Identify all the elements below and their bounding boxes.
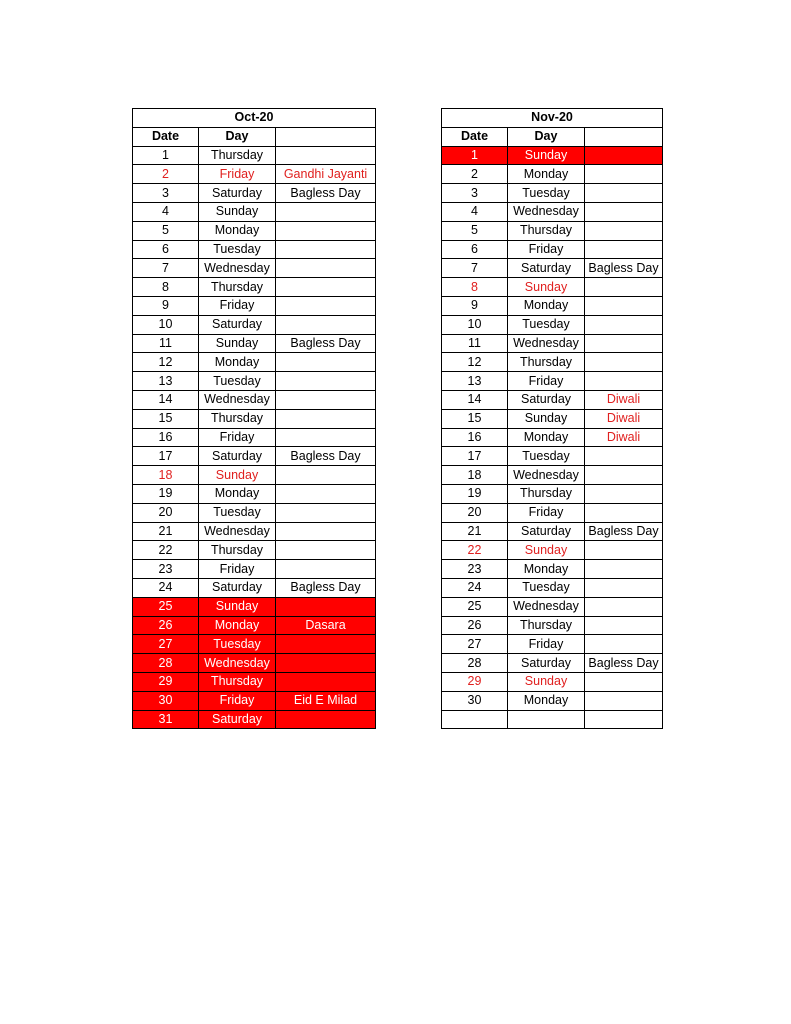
day-cell: Saturday (508, 259, 585, 278)
day-cell: Wednesday (508, 466, 585, 485)
date-cell: 13 (442, 372, 508, 391)
event-cell: Dasara (276, 616, 376, 635)
table-row (133, 428, 376, 447)
date-cell: 10 (442, 315, 508, 334)
day-cell: Wednesday (508, 202, 585, 221)
day-cell: Wednesday (508, 334, 585, 353)
table-row (133, 409, 376, 428)
event-cell (585, 184, 663, 203)
table-row (133, 372, 376, 391)
day-cell: Thursday (199, 146, 276, 165)
table-row (133, 522, 376, 541)
day-cell: Thursday (508, 353, 585, 372)
table-row (133, 578, 376, 597)
day-cell: Saturday (199, 578, 276, 597)
date-cell: 12 (133, 353, 199, 372)
date-cell: 16 (442, 428, 508, 447)
event-cell (276, 409, 376, 428)
day-cell: Monday (508, 428, 585, 447)
event-cell (276, 503, 376, 522)
day-cell (508, 710, 585, 729)
table-row (442, 541, 663, 560)
table-row (442, 635, 663, 654)
event-cell (276, 484, 376, 503)
event-cell (585, 466, 663, 485)
table-row (442, 447, 663, 466)
header-row (133, 127, 376, 146)
day-cell: Sunday (199, 334, 276, 353)
event-cell (276, 672, 376, 691)
day-cell: Tuesday (199, 503, 276, 522)
table-row (133, 221, 376, 240)
table-row (442, 409, 663, 428)
date-cell: 26 (133, 616, 199, 635)
day-cell: Sunday (199, 202, 276, 221)
day-cell: Sunday (508, 146, 585, 165)
table-row (442, 466, 663, 485)
date-cell: 29 (133, 672, 199, 691)
table-row (442, 428, 663, 447)
date-cell: 17 (133, 447, 199, 466)
event-cell (585, 691, 663, 710)
date-cell: 24 (133, 578, 199, 597)
date-cell: 4 (442, 202, 508, 221)
table-row (133, 146, 376, 165)
date-cell: 16 (133, 428, 199, 447)
date-cell: 15 (133, 409, 199, 428)
table-row (442, 522, 663, 541)
date-cell: 8 (133, 278, 199, 297)
date-cell: 7 (442, 259, 508, 278)
event-cell: Bagless Day (276, 447, 376, 466)
day-cell: Saturday (199, 447, 276, 466)
day-cell: Thursday (199, 409, 276, 428)
day-cell: Monday (199, 353, 276, 372)
day-cell: Sunday (508, 409, 585, 428)
date-cell: 5 (442, 221, 508, 240)
date-cell: 15 (442, 409, 508, 428)
event-cell (585, 372, 663, 391)
day-cell: Thursday (199, 541, 276, 560)
day-cell: Monday (199, 484, 276, 503)
event-cell (585, 616, 663, 635)
event-cell (585, 710, 663, 729)
date-cell: 1 (442, 146, 508, 165)
date-cell: 22 (133, 541, 199, 560)
day-cell: Sunday (508, 278, 585, 297)
date-cell: 17 (442, 447, 508, 466)
table-row (442, 578, 663, 597)
table-row (442, 484, 663, 503)
date-cell: 30 (442, 691, 508, 710)
table-row (442, 503, 663, 522)
day-cell: Friday (508, 372, 585, 391)
event-cell: Bagless Day (276, 334, 376, 353)
date-cell: 13 (133, 372, 199, 391)
day-cell: Sunday (199, 597, 276, 616)
day-cell: Thursday (508, 616, 585, 635)
day-header: Day (199, 127, 276, 146)
event-cell (276, 560, 376, 579)
table-row (442, 334, 663, 353)
day-header: Day (508, 127, 585, 146)
event-cell (276, 146, 376, 165)
table-row (133, 597, 376, 616)
day-cell: Saturday (199, 710, 276, 729)
event-cell (585, 672, 663, 691)
date-cell: 19 (133, 484, 199, 503)
date-cell: 28 (133, 654, 199, 673)
table-row (133, 447, 376, 466)
day-cell: Sunday (508, 541, 585, 560)
date-cell: 2 (133, 165, 199, 184)
day-cell: Thursday (199, 278, 276, 297)
day-cell: Thursday (199, 672, 276, 691)
table-row (442, 240, 663, 259)
table-row (133, 259, 376, 278)
table-row (442, 259, 663, 278)
table-row (133, 353, 376, 372)
date-cell: 18 (133, 466, 199, 485)
event-cell (585, 146, 663, 165)
event-cell: Diwali (585, 390, 663, 409)
date-cell: 26 (442, 616, 508, 635)
date-cell: 4 (133, 202, 199, 221)
october-calendar-table (132, 108, 376, 729)
date-cell: 6 (442, 240, 508, 259)
date-cell: 14 (133, 390, 199, 409)
date-cell: 24 (442, 578, 508, 597)
date-cell: 3 (442, 184, 508, 203)
table-row (442, 372, 663, 391)
date-header: Date (442, 127, 508, 146)
event-cell (585, 278, 663, 297)
event-cell (585, 221, 663, 240)
day-cell: Tuesday (508, 184, 585, 203)
event-cell (585, 503, 663, 522)
table-row (133, 560, 376, 579)
event-cell (585, 334, 663, 353)
day-cell: Tuesday (199, 240, 276, 259)
event-cell (276, 296, 376, 315)
table-row (442, 597, 663, 616)
event-header (585, 127, 663, 146)
day-cell: Monday (508, 165, 585, 184)
table-row (442, 202, 663, 221)
month-title: Nov-20 (442, 109, 663, 128)
day-cell: Monday (508, 691, 585, 710)
date-cell: 21 (133, 522, 199, 541)
table-title-row (442, 109, 663, 128)
event-cell (585, 560, 663, 579)
event-cell (276, 654, 376, 673)
table-row (133, 278, 376, 297)
table-row (133, 184, 376, 203)
table-row (442, 184, 663, 203)
day-cell: Friday (199, 165, 276, 184)
day-cell: Monday (199, 616, 276, 635)
table-row (442, 278, 663, 297)
table-row (442, 654, 663, 673)
event-cell (276, 278, 376, 297)
day-cell: Tuesday (508, 315, 585, 334)
event-cell (585, 240, 663, 259)
day-cell: Monday (508, 296, 585, 315)
table-row (442, 165, 663, 184)
date-cell: 2 (442, 165, 508, 184)
day-cell: Sunday (199, 466, 276, 485)
day-cell: Saturday (508, 390, 585, 409)
november-calendar-table (441, 108, 663, 729)
day-cell: Friday (508, 240, 585, 259)
event-cell (276, 635, 376, 654)
day-cell: Tuesday (508, 578, 585, 597)
table-row (133, 315, 376, 334)
date-cell: 20 (133, 503, 199, 522)
day-cell: Thursday (508, 221, 585, 240)
event-cell (585, 635, 663, 654)
day-cell: Wednesday (199, 259, 276, 278)
day-cell: Tuesday (199, 372, 276, 391)
day-cell: Wednesday (199, 390, 276, 409)
day-cell: Thursday (508, 484, 585, 503)
date-header: Date (133, 127, 199, 146)
event-cell (276, 466, 376, 485)
table-row (133, 165, 376, 184)
date-cell: 28 (442, 654, 508, 673)
event-cell (276, 240, 376, 259)
event-cell (276, 259, 376, 278)
event-cell (276, 390, 376, 409)
event-cell (585, 202, 663, 221)
table-row (442, 672, 663, 691)
table-row (133, 654, 376, 673)
day-cell: Saturday (199, 184, 276, 203)
date-cell: 29 (442, 672, 508, 691)
table-row (133, 202, 376, 221)
table-row (133, 240, 376, 259)
table-row (442, 691, 663, 710)
event-cell (585, 165, 663, 184)
date-cell: 12 (442, 353, 508, 372)
event-cell: Diwali (585, 428, 663, 447)
event-cell (276, 597, 376, 616)
day-cell: Friday (199, 428, 276, 447)
header-row (442, 127, 663, 146)
event-cell: Diwali (585, 409, 663, 428)
table-row (133, 334, 376, 353)
event-cell (585, 541, 663, 560)
event-cell (276, 221, 376, 240)
day-cell: Wednesday (508, 597, 585, 616)
date-cell: 31 (133, 710, 199, 729)
event-cell: Bagless Day (276, 578, 376, 597)
day-cell: Tuesday (199, 635, 276, 654)
date-cell: 5 (133, 221, 199, 240)
date-cell: 25 (133, 597, 199, 616)
date-cell: 22 (442, 541, 508, 560)
event-cell (585, 353, 663, 372)
day-cell: Friday (199, 560, 276, 579)
table-row (442, 221, 663, 240)
day-cell: Tuesday (508, 447, 585, 466)
event-cell: Bagless Day (276, 184, 376, 203)
date-cell: 25 (442, 597, 508, 616)
table-row (133, 390, 376, 409)
date-cell: 18 (442, 466, 508, 485)
date-cell: 21 (442, 522, 508, 541)
day-cell: Monday (199, 221, 276, 240)
event-header (276, 127, 376, 146)
table-row (442, 390, 663, 409)
date-cell: 9 (442, 296, 508, 315)
date-cell: 27 (442, 635, 508, 654)
date-cell: 23 (442, 560, 508, 579)
event-cell (276, 428, 376, 447)
table-row (133, 296, 376, 315)
event-cell (276, 353, 376, 372)
day-cell: Saturday (508, 654, 585, 673)
table-row (442, 353, 663, 372)
date-cell: 7 (133, 259, 199, 278)
table-row (442, 560, 663, 579)
event-cell (276, 202, 376, 221)
table-row (442, 146, 663, 165)
date-cell: 23 (133, 560, 199, 579)
event-cell: Bagless Day (585, 654, 663, 673)
date-cell: 1 (133, 146, 199, 165)
event-cell: Eid E Milad (276, 691, 376, 710)
date-cell: 10 (133, 315, 199, 334)
table-row (133, 616, 376, 635)
event-cell (276, 522, 376, 541)
month-title: Oct-20 (133, 109, 376, 128)
date-cell: 11 (442, 334, 508, 353)
table-row (442, 296, 663, 315)
event-cell (276, 710, 376, 729)
table-row (133, 691, 376, 710)
event-cell (585, 315, 663, 334)
day-cell: Monday (508, 560, 585, 579)
table-row (133, 635, 376, 654)
day-cell: Friday (199, 691, 276, 710)
table-row (133, 672, 376, 691)
date-cell: 14 (442, 390, 508, 409)
day-cell: Sunday (508, 672, 585, 691)
date-cell: 19 (442, 484, 508, 503)
day-cell: Friday (199, 296, 276, 315)
table-row (133, 466, 376, 485)
table-row (133, 484, 376, 503)
day-cell: Friday (508, 635, 585, 654)
table-row (133, 541, 376, 560)
table-title-row (133, 109, 376, 128)
event-cell (585, 296, 663, 315)
event-cell (585, 484, 663, 503)
date-cell: 27 (133, 635, 199, 654)
date-cell: 3 (133, 184, 199, 203)
event-cell (585, 447, 663, 466)
day-cell: Saturday (199, 315, 276, 334)
event-cell (276, 315, 376, 334)
event-cell (276, 541, 376, 560)
date-cell: 11 (133, 334, 199, 353)
event-cell: Bagless Day (585, 259, 663, 278)
event-cell: Gandhi Jayanti (276, 165, 376, 184)
event-cell: Bagless Day (585, 522, 663, 541)
day-cell: Wednesday (199, 654, 276, 673)
table-row (442, 616, 663, 635)
date-cell: 8 (442, 278, 508, 297)
date-cell: 20 (442, 503, 508, 522)
event-cell (585, 578, 663, 597)
date-cell (442, 710, 508, 729)
day-cell: Wednesday (199, 522, 276, 541)
table-row (442, 315, 663, 334)
event-cell (276, 372, 376, 391)
day-cell: Friday (508, 503, 585, 522)
date-cell: 6 (133, 240, 199, 259)
day-cell: Saturday (508, 522, 585, 541)
table-row (133, 503, 376, 522)
date-cell: 9 (133, 296, 199, 315)
table-row (133, 710, 376, 729)
date-cell: 30 (133, 691, 199, 710)
table-row (442, 710, 663, 729)
event-cell (585, 597, 663, 616)
